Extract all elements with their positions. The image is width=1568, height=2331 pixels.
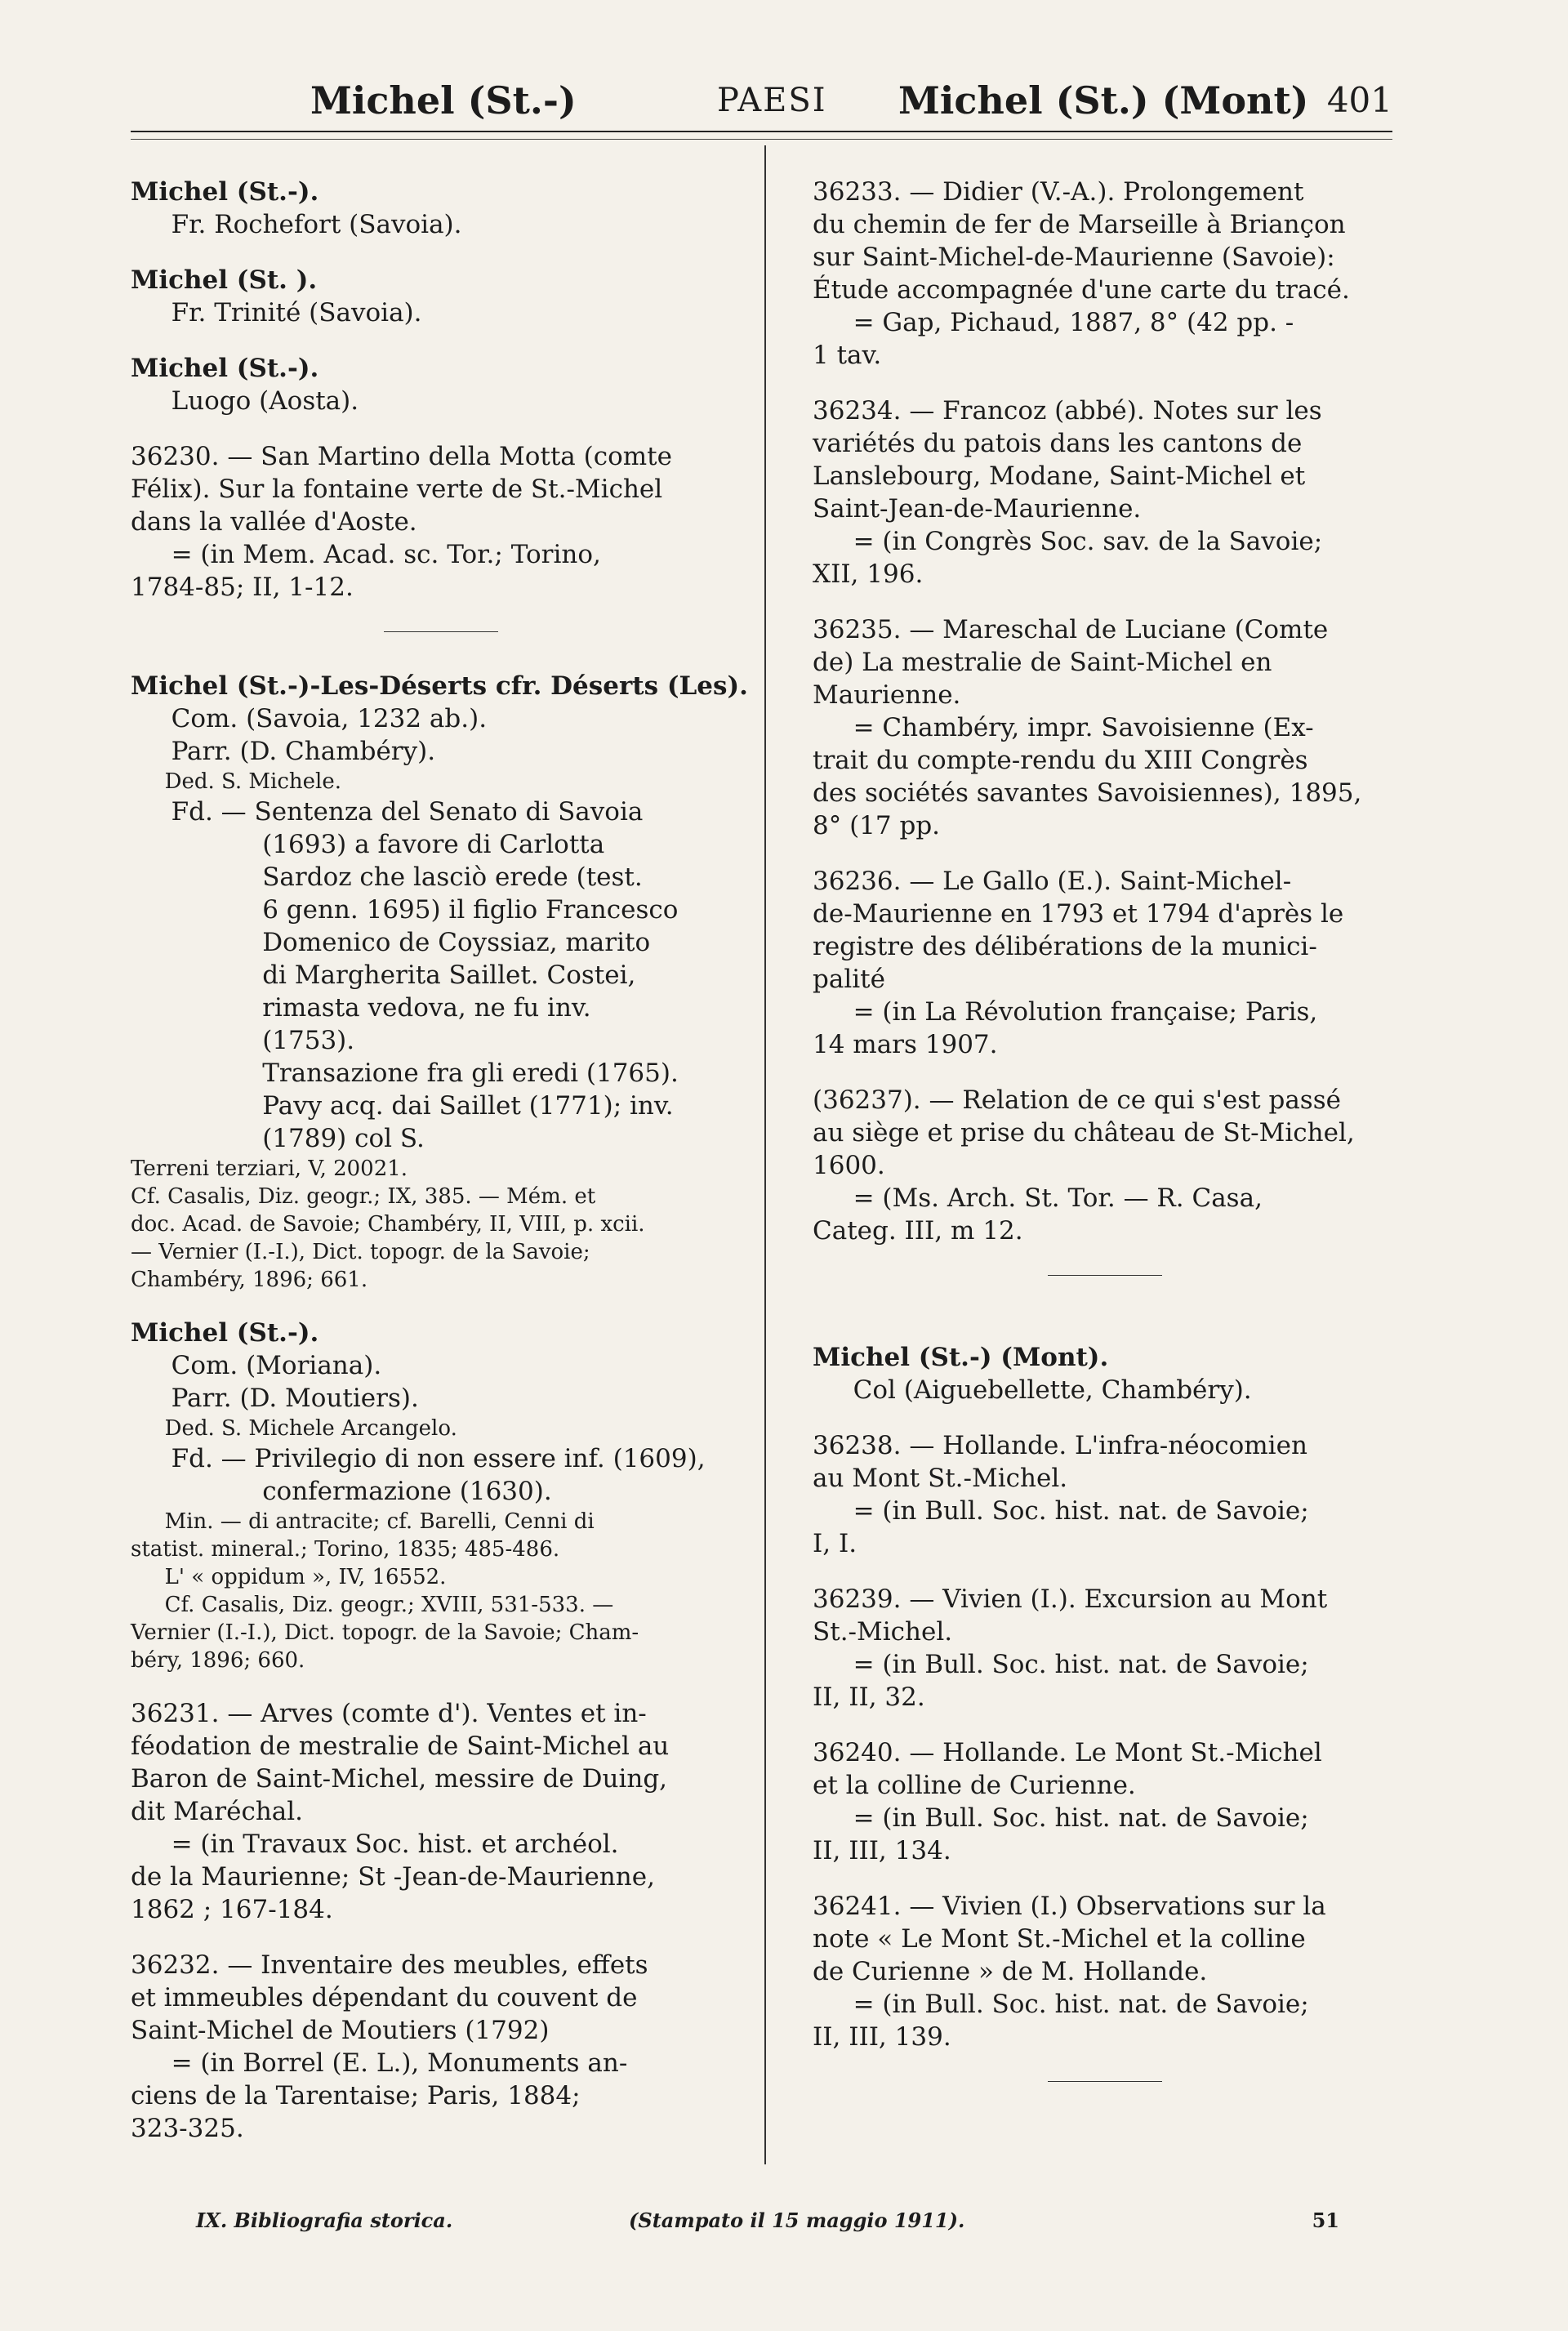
- entry-line: palité: [813, 965, 885, 994]
- entry-line: dans la vallée d'Aoste.: [131, 507, 417, 537]
- running-header: [310, 78, 1392, 136]
- entry-line: sur Saint-Michel-de-Maurienne (Savoie):: [813, 243, 1335, 272]
- entry-line: 36239. — Vivien (I.). Excursion au Mont: [813, 1584, 1328, 1614]
- entry-36241: [813, 1890, 1397, 2053]
- entry-line: = (in Travaux Soc. hist. et archéol.: [171, 1830, 619, 1859]
- entry-line: = (in Congrès Soc. sav. de la Savoie;: [853, 527, 1323, 556]
- entry-line: au Mont St.-Michel.: [813, 1464, 1068, 1493]
- entry-line: Domenico de Coyssiaz, marito: [262, 928, 651, 957]
- header-right-title: Michel (St.) (Mont): [898, 78, 1309, 123]
- entry-line: de-Maurienne en 1793 et 1794 d'après le: [813, 899, 1344, 929]
- entry-line: rimasta vedova, ne fu inv.: [262, 993, 591, 1023]
- entry-line: II, II, 32.: [813, 1683, 925, 1712]
- entry-line: II, III, 139.: [813, 2022, 951, 2052]
- entry-line: Lanslebourg, Modane, Saint-Michel et: [813, 461, 1306, 491]
- entry-line: 1862 ; 167-184.: [131, 1895, 333, 1924]
- entry-line: Com. (Moriana).: [171, 1351, 382, 1380]
- entry-line: = (in La Révolution française; Paris,: [853, 997, 1318, 1027]
- entry-line: 36231. — Arves (comte d'). Ventes et in-: [131, 1699, 647, 1728]
- entry-line: Maurienne.: [813, 680, 961, 710]
- entry-line: Com. (Savoia, 1232 ab.).: [171, 704, 488, 733]
- entry-line: Pavy acq. dai Saillet (1771); inv.: [262, 1091, 674, 1121]
- section-separator: [1048, 2081, 1162, 2082]
- entry-title: Michel (St.-) (Mont).: [813, 1343, 1109, 1372]
- entry-line: féodation de mestralie de Saint-Michel au: [131, 1732, 670, 1761]
- entry-line: — Vernier (I.-I.), Dict. topogr. de la Savoie;: [131, 1240, 590, 1264]
- entry-line: Fd. — Sentenza del Senato di Savoia: [171, 797, 644, 827]
- entry-line: 6 genn. 1695) il figlio Francesco: [262, 895, 679, 925]
- entry-line: doc. Acad. de Savoie; Chambéry, II, VIII, p. xcii.: [131, 1212, 645, 1237]
- entry-line: (1753).: [262, 1026, 355, 1055]
- entry-line: XII, 196.: [813, 559, 924, 589]
- entry-line: Saint-Michel de Moutiers (1792): [131, 2016, 550, 2045]
- column-divider: [764, 145, 766, 2164]
- entry-michel-mont: [813, 1341, 1397, 1406]
- entry-line: 1 tav.: [813, 341, 882, 370]
- entry-line: = (in Bull. Soc. hist. nat. de Savoie;: [853, 1803, 1309, 1833]
- entry-line: 1600.: [813, 1151, 885, 1180]
- entry-line: (1693) a favore di Carlotta: [262, 830, 605, 859]
- entry-line: St.-Michel.: [813, 1617, 953, 1647]
- entry-36232: [131, 1949, 751, 2145]
- entry-line: Cf. Casalis, Diz. geogr.; IX, 385. — Mém. et: [131, 1184, 596, 1209]
- entry-line: Ded. S. Michele Arcangelo.: [164, 1416, 457, 1441]
- entry-line: 36240. — Hollande. Le Mont St.-Michel: [813, 1738, 1322, 1767]
- header-section: PAESI: [717, 82, 827, 119]
- entry-title: Michel (St.-).: [131, 177, 319, 207]
- entry-line: (1789) col S.: [262, 1124, 425, 1153]
- entry-line: et immeubles dépendant du couvent de: [131, 1983, 638, 2012]
- page-number: 401: [1326, 80, 1392, 120]
- entry-line: dit Maréchal.: [131, 1797, 304, 1826]
- footer-signature-number: 51: [1312, 2208, 1339, 2232]
- entry-line: variétés du patois dans les cantons de: [813, 429, 1303, 458]
- entry-36233: [813, 176, 1397, 372]
- entry-line: et la colline de Curienne.: [813, 1771, 1136, 1800]
- entry-line: di Margherita Saillet. Costei,: [262, 960, 636, 990]
- entry-line: Baron de Saint-Michel, messire de Duing,: [131, 1764, 668, 1794]
- entry-36237: [813, 1084, 1397, 1247]
- entry-line: L' « oppidum », IV, 16552.: [164, 1565, 447, 1589]
- header-left-title: Michel (St.-): [310, 78, 577, 123]
- entry-line: trait du compte-rendu du XIII Congrès: [813, 746, 1308, 775]
- entry-line: Luogo (Aosta).: [171, 386, 359, 416]
- entry-36239: [813, 1583, 1397, 1714]
- entry-line: Ded. S. Michele.: [164, 769, 342, 794]
- entry-36240: [813, 1736, 1397, 1867]
- entry-michel-les-deserts: [131, 670, 751, 1294]
- entry-michel-rochefort: [131, 176, 751, 241]
- entry-line: 36241. — Vivien (I.) Observations sur la: [813, 1892, 1326, 1921]
- entry-36238: [813, 1429, 1397, 1560]
- right-column: [813, 176, 1397, 2119]
- entry-36234: [813, 394, 1397, 591]
- entry-line: (36237). — Relation de ce qui s'est passé: [813, 1085, 1341, 1115]
- entry-line: 36232. — Inventaire des meubles, effets: [131, 1950, 648, 1980]
- entry-line: statist. mineral.; Torino, 1835; 485-486.: [131, 1537, 560, 1562]
- entry-michel-moriana: [131, 1317, 751, 1674]
- entry-line: au siège et prise du château de St-Michel,: [813, 1118, 1355, 1148]
- entry-line: Fd. — Privilegio di non essere inf. (1609),: [171, 1444, 706, 1473]
- entry-36231: [131, 1697, 751, 1926]
- entry-line: ciens de la Tarentaise; Paris, 1884;: [131, 2081, 581, 2110]
- entry-line: 8° (17 pp.: [813, 811, 941, 840]
- section-separator: [1048, 1275, 1162, 1276]
- entry-line: Col (Aiguebellette, Chambéry).: [853, 1375, 1252, 1405]
- entry-line: 36235. — Mareschal de Luciane (Comte: [813, 615, 1329, 644]
- entry-title: Michel (St.-)-Les-Déserts cfr. Déserts (Les).: [131, 671, 748, 701]
- entry-line: Cf. Casalis, Diz. geogr.; XVIII, 531-533. —: [164, 1593, 614, 1617]
- entry-line: de Curienne » de M. Hollande.: [813, 1957, 1208, 1986]
- entry-line: Chambéry, 1896; 661.: [131, 1268, 368, 1292]
- entry-line: Sardoz che lasciò erede (test.: [262, 862, 643, 892]
- entry-line: 36234. — Francoz (abbé). Notes sur les: [813, 396, 1322, 426]
- entry-line: = (in Bull. Soc. hist. nat. de Savoie;: [853, 1990, 1309, 2019]
- header-rule: [131, 131, 1392, 132]
- entry-line: Félix). Sur la fontaine verte de St.-Michel: [131, 475, 663, 504]
- entry-line: 36230. — San Martino della Motta (comte: [131, 442, 672, 471]
- entry-line: Étude accompagnée d'une carte du tracé.: [813, 275, 1350, 305]
- entry-line: note « Le Mont St.-Michel et la colline: [813, 1924, 1306, 1954]
- entry-line: = (in Borrel (E. L.), Monuments an-: [171, 2048, 628, 2078]
- entry-line: = (Ms. Arch. St. Tor. — R. Casa,: [853, 1183, 1263, 1213]
- entry-line: = (in Mem. Acad. sc. Tor.; Torino,: [171, 540, 601, 569]
- entry-line: Terreni terziari, V, 20021.: [131, 1157, 408, 1181]
- entry-line: Categ. III, m 12.: [813, 1216, 1023, 1246]
- entry-line: 36238. — Hollande. L'infra-néocomien: [813, 1431, 1307, 1460]
- footer-section: IX. Bibliografia storica.: [196, 2208, 453, 2232]
- entry-line: registre des délibérations de la munici-: [813, 932, 1317, 961]
- entry-line: confermazione (1630).: [262, 1477, 552, 1506]
- entry-line: 323-325.: [131, 2114, 244, 2143]
- entry-line: béry, 1896; 660.: [131, 1648, 305, 1673]
- entry-line: = (in Bull. Soc. hist. nat. de Savoie;: [853, 1650, 1309, 1679]
- entry-line: II, III, 134.: [813, 1836, 951, 1865]
- entry-michel-trinite: [131, 264, 751, 329]
- entry-title: Michel (St.-).: [131, 1318, 319, 1348]
- entry-line: Parr. (D. Moutiers).: [171, 1384, 419, 1413]
- entry-36236: [813, 865, 1397, 1061]
- entry-line: Min. — di antracite; cf. Barelli, Cenni di: [164, 1509, 595, 1534]
- entry-line: 36236. — Le Gallo (E.). Saint-Michel-: [813, 867, 1292, 896]
- footer-print-date: (Stampato il 15 maggio 1911).: [629, 2208, 965, 2232]
- entry-line: = Chambéry, impr. Savoisienne (Ex-: [853, 713, 1314, 742]
- entry-line: Transazione fra gli eredi (1765).: [262, 1059, 679, 1088]
- entry-title: Michel (St.-).: [131, 354, 319, 383]
- entry-line: Saint-Jean-de-Maurienne.: [813, 494, 1142, 524]
- entry-36235: [813, 613, 1397, 842]
- entry-title: Michel (St. ).: [131, 265, 318, 295]
- entry-michel-aosta: [131, 352, 751, 417]
- entry-line: Parr. (D. Chambéry).: [171, 737, 436, 766]
- entry-line: de) La mestralie de Saint-Michel en: [813, 648, 1272, 677]
- entry-line: 36233. — Didier (V.-A.). Prolongement: [813, 177, 1304, 207]
- entry-line: du chemin de fer de Marseille à Briançon: [813, 210, 1346, 239]
- entry-line: de la Maurienne; St -Jean-de-Maurienne,: [131, 1862, 655, 1892]
- left-column: [131, 176, 751, 2153]
- entry-line: 1784-85; II, 1-12.: [131, 573, 354, 602]
- entry-line: I, I.: [813, 1529, 858, 1558]
- entry-line: Fr. Rochefort (Savoia).: [171, 210, 462, 239]
- entry-line: Vernier (I.-I.), Dict. topogr. de la Savoie; Cham-: [131, 1620, 639, 1645]
- entry-line: = Gap, Pichaud, 1887, 8° (42 pp. -: [853, 308, 1294, 337]
- entry-36230: [131, 440, 751, 604]
- entry-line: = (in Bull. Soc. hist. nat. de Savoie;: [853, 1496, 1309, 1526]
- section-separator: [384, 631, 498, 632]
- entry-line: des sociétés savantes Savoisiennes), 1895,: [813, 778, 1362, 808]
- header-rule-thin: [131, 139, 1392, 140]
- entry-line: Fr. Trinité (Savoia).: [171, 298, 422, 328]
- entry-line: 14 mars 1907.: [813, 1030, 998, 1059]
